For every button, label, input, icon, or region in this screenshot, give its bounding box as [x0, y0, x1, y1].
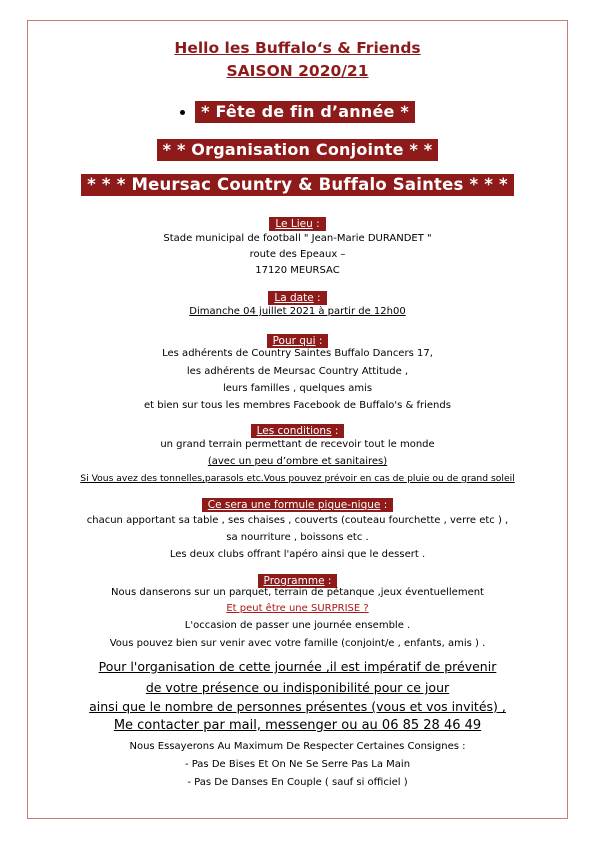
lieu-label-row — [0, 212, 595, 231]
organisation-banner: * * Organisation Conjointe * * — [157, 139, 439, 161]
lieu-line: route des Epeaux – — [249, 249, 346, 260]
consignes-line: - Pas De Danses En Couple ( sauf si officiel ) — [187, 777, 408, 788]
contact-line: Me contacter par mail, messenger ou au 06 85 28 46 49 — [113, 718, 482, 733]
formule-line: Les deux clubs offrant l'apéro ainsi que le dessert . — [169, 549, 426, 560]
conditions-line: (avec un peu d’ombre et sanitaires) — [207, 456, 388, 467]
consignes-line: - Pas De Bises Et On Ne Se Serre Pas La Main — [184, 759, 411, 770]
clubs-banner-row — [0, 174, 595, 196]
pour-qui-line: les adhérents de Meursac Country Attitude , — [186, 366, 409, 377]
formule-label: Ce sera une formule pique-nique : — [202, 498, 394, 512]
pour-qui-label-row — [0, 329, 595, 348]
formule-label-row — [0, 493, 595, 512]
date-label: La date : — [268, 291, 326, 305]
fete-banner-row — [0, 101, 595, 123]
programme-label-row — [0, 569, 595, 588]
pour-qui-line: Les adhérents de Country Saintes Buffalo Dancers 17, — [162, 348, 433, 359]
consignes-line: Nous Essayerons Au Maximum De Respecter Certaines Consignes : — [129, 741, 466, 752]
conditions-label-row — [0, 419, 595, 438]
important-line: de votre présence ou indisponibilité pour ce jour — [145, 680, 450, 695]
conditions-label: Les conditions : — [251, 424, 345, 438]
lieu-line: 17120 MEURSAC — [255, 265, 340, 276]
pour-qui-line: leurs familles , quelques amis — [222, 383, 373, 394]
programme-line: L'occasion de passer une journée ensemble . — [184, 620, 411, 631]
programme-line: Vous pouvez bien sur venir avec votre famille (conjoint/e , enfants, amis ) . — [109, 638, 486, 649]
fete-banner: * Fête de fin d’année * — [195, 101, 415, 123]
formule-line: sa nourriture , boissons etc . — [226, 532, 369, 543]
date-value: Dimanche 04 juillet 2021 à partir de 12h00 — [189, 306, 406, 317]
important-line: ainsi que le nombre de personnes présentes (vous et vos invités) , — [89, 699, 506, 714]
lieu-line: Stade municipal de football " Jean-Marie DURANDET " — [163, 233, 432, 244]
clubs-banner: * * * Meursac Country & Buffalo Saintes * * * — [81, 174, 514, 196]
date-label-row — [0, 286, 595, 305]
surprise-line: Et peut être une SURPRISE ? — [226, 603, 369, 614]
page-title: Hello les Buffalo‘s & Friends — [174, 39, 421, 57]
lieu-label: Le Lieu : — [269, 217, 325, 231]
conditions-line: un grand terrain permettant de recevoir tout le monde — [160, 439, 435, 450]
formule-line: chacun apportant sa table , ses chaises , couverts (couteau fourchette , verre etc ) , — [86, 515, 509, 526]
organisation-banner-row — [0, 139, 595, 161]
conditions-note: Si Vous avez des tonnelles,parasols etc.Vous pouvez prévoir en cas de pluie ou de grand soleil — [80, 473, 515, 484]
pour-qui-label: Pour qui : — [267, 334, 329, 348]
bullet-icon — [180, 110, 185, 115]
programme-line: Nous danserons sur un parquet, terrain de pétanque ,jeux éventuellement — [111, 587, 484, 598]
important-line: Pour l'organisation de cette journée ,il est impératif de prévenir — [98, 659, 497, 674]
programme-label: Programme : — [258, 574, 338, 588]
season-title: SAISON 2020/21 — [226, 62, 369, 80]
pour-qui-line: et bien sur tous les membres Facebook de Buffalo's & friends — [144, 400, 451, 411]
